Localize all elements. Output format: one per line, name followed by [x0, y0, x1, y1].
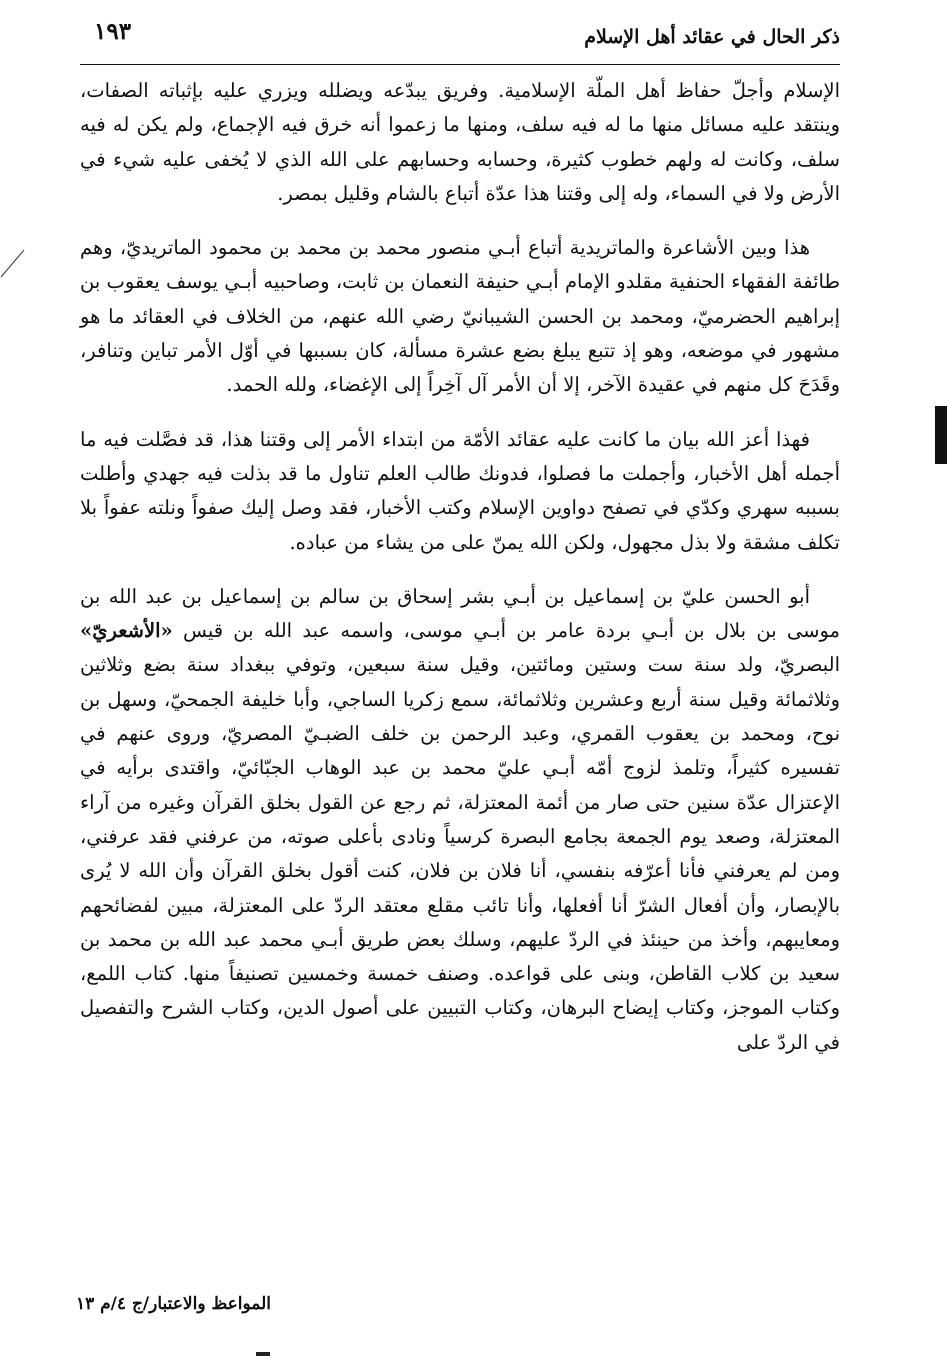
paragraph-1: الإسلام وأجلّ حفاظ أهل الملّة الإسلامية. وفريق يبدّعه ويضلله ويزري عليه بإثباته الصفات، وينتقد عليه مسائل منها ما له فيه سلف، ومنها ما زعموا أنه خرق فيه الإجماع، ولم يكن له فيه سلف، وكانت له ولهم خطوب كثيرة، وحسابه وحسابهم على الله الذي لا يُخفى عليه شيء في الأرض ولا في السماء، وله إلى وقتنا هذا عدّة أتباع بالشام وقليل بمصر.	[80, 79, 840, 205]
biography-lineage: أبو الحسن عليّ بن إسماعيل بن أبـي بشر إسحاق بن سالم بن إسماعيل بن عبد الله بن موسى بن بلال بن أبـي بردة عامر بن أبـي موسى، واسمه عبد الله بن قيس	[80, 584, 840, 643]
biography-body: البصريّ، ولد سنة ست وستين ومائتين، وقيل سنة سبعين، وتوفي ببغداد سنة بضع وثلاثين وثلاثمائة وقيل سنة أربع وعشرين وثلاثمائة، سمع زكريا الساجي، وأبا خليفة الجمحيّ، وسهل بن نوح، ومحمد بن يعقوب القمري، وعبد الرحمن بن خلف الضبـيّ المصريّ، وروى عنهم في تفسيره كثيراً، وتلمذ لزوج أمّه أبـي عليّ محمد بن عبد الوهاب الجبّائيّ، واقتدى برأيه في الإعتزال عدّة سنين حتى صار من أئمة المعتزلة، ثم رجع عن القول بخلق القرآن وغيره من آراء المعتزلة، وصعد يوم الجمعة بجامع البصرة كرسياً ونادى بأعلى صوته، من عرفني فقد عرفني، ومن لم يعرفني فأنا أعرّفه بنفسي، أنا فلان بن فلان، كنت أقول بخلق القرآن وأن الله لا يُرى بالإبصار، وأن أفعال الشرّ أنا أفعلها، وأنا تائب مقلع معتقد الردّ على المعتزلة، مبين لفضائحهم ومعايبهم، وأخذ من حينئذ في الردّ عليهم، وسلك بعض طريق أبـي محمد عبد الله بن محمد بن سعيد بن كلاب القاطن، وبنى على قواعده. وصنف خمسة وخمسين تصنيفاً منها. كتاب اللمع، وكتاب الموجز، وكتاب إيضاح البرهان، وكتاب التبيين على أصول الدين، وكتاب الشرح والتفصيل في الردّ على	[80, 653, 840, 1054]
page-edge-marker	[935, 406, 947, 464]
page-number: ١٩٣	[94, 18, 132, 45]
bottom-scan-mark	[256, 1352, 270, 1356]
biography-name: «الأشعريّ»	[80, 619, 173, 643]
paragraph-2: هذا وبين الأشاعرة والماتريدية أتباع أبـي منصور محمد بن محمد بن محمود الماتريديّ، وهم طائفة الفقهاء الحنفية مقلدو الإمام أبـي حنيفة النعمان بن ثابت، وصاحبيه أبـي يوسف يعقوب بن إبراهيم الحضرميّ، ومحمد بن الحسن الشيبانيّ رضي الله عنهم، من الخلاف في العقائد ما هو مشهور في موضعه، وهو إذ تتبع يبلغ بضع عشرة مسألة، كان بسببها في أوّل الأمر تباين وتنافر، وقَدَحَ كل منهم في عقيدة الآخر، إلا أن الأمر آل آخِراً إلى الإغضاء، ولله الحمد.	[80, 236, 840, 397]
running-title: ذكر الحال في عقائد أهل الإسلام	[584, 26, 840, 48]
page-corner-line	[0, 248, 26, 278]
page-body	[80, 74, 840, 1060]
page-header	[80, 14, 840, 60]
biography-paragraph	[80, 580, 840, 1060]
paragraph-3: فهذا أعز الله بيان ما كانت عليه عقائد الأمّة من ابتداء الأمر إلى وقتنا هذا، قد فصَّلت فيه ما أجمله أهل الأخبار، وأجملت ما فصلوا، فدونك طالب العلم تناول ما قد بذلت فيه جهدي وأطلت بسببه سهري وكدّي في تصفح دواوين الإسلام وكتب الأخبار، فقد وصل إليك صفواً ونلته عفواً بلا تكلف مشقة ولا بذل مجهول، ولكن الله يمنّ على من يشاء من عباده.	[80, 427, 840, 554]
header-rule	[80, 64, 840, 65]
footer-signature: المواعظ والاعتبار/ج ٤/م ١٣	[75, 1294, 271, 1314]
